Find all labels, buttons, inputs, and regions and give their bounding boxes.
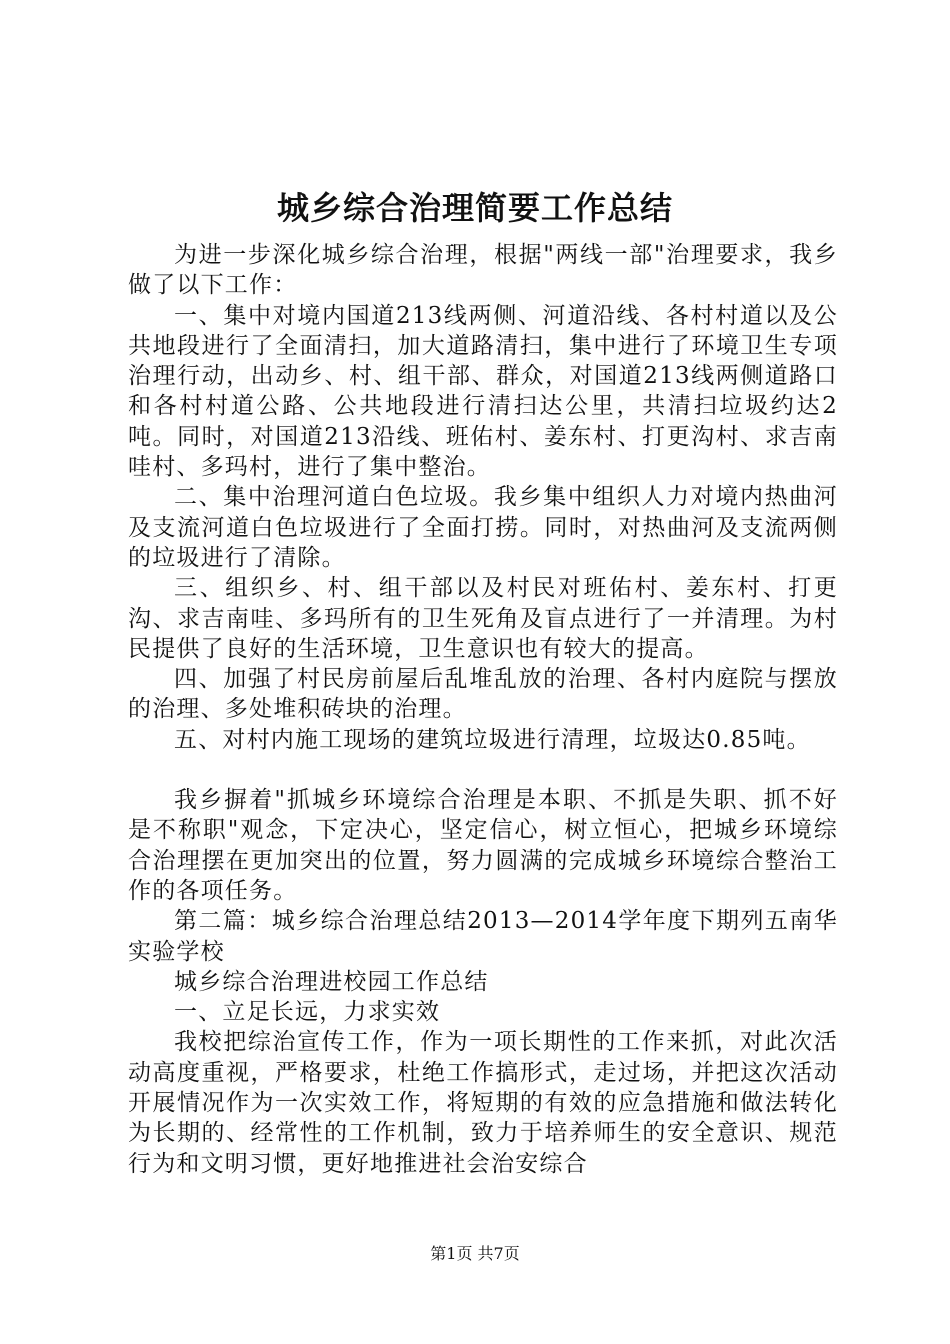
paragraph-item-1: 一、集中对境内国道213线两侧、河道沿线、各村村道以及公共地段进行了全面清扫，加大道路清扫，集中进行了环境卫生专项治理行动，出动乡、村、组干部、群众，对国道213线两侧道路口和各村村道公路、公共地段进行清扫达公里，共清扫垃圾约达2吨。同时，对国道213沿线、班佑村、姜东村、打更沟村、求吉南哇村、多玛村，进行了集中整治。 <box>128 302 838 481</box>
paragraph-item-3: 三、组织乡、村、组干部以及村民对班佑村、姜东村、打更沟、求吉南哇、多玛所有的卫生死角及盲点进行了一并清理。为村民提供了良好的生活环境，卫生意识也有较大的提高。 <box>128 575 838 662</box>
paragraph-section-body: 我校把综治宣传工作，作为一项长期性的工作来抓，对此次活动高度重视，严格要求，杜绝工作搞形式，走过场，并把这次活动开展情况作为一次实效工作，将短期的有效的应急措施和做法转化为长期的、经常性的工作机制，致力于培养师生的安全意识、规范行为和文明习惯，更好地推进社会治安综合 <box>128 1029 838 1177</box>
paragraph-section-heading: 一、立足长远，力求实效 <box>174 999 441 1026</box>
document-title: 城乡综合治理简要工作总结 <box>276 189 673 227</box>
paragraph-conclusion: 我乡摒着"抓城乡环境综合治理是本职、不抓是失职、抓不好是不称职"观念，下定决心，坚定信心，树立恒心，把城乡环境综合治理摆在更加突出的位置，努力圆满的完成城乡环境综合整治工作的各项任务。 <box>128 787 838 904</box>
paragraph-second-article-title: 城乡综合治理进校园工作总结 <box>174 968 489 995</box>
paragraph-intro: 为进一步深化城乡综合治理，根据"两线一部"治理要求，我乡做了以下工作： <box>128 242 838 299</box>
paragraph-item-5: 五、对村内施工现场的建筑垃圾进行清理，垃圾达0.85吨。 <box>174 726 811 753</box>
paragraph-item-4: 四、加强了村民房前屋后乱堆乱放的治理、各村内庭院与摆放的治理、多处堆积砖块的治理。 <box>128 666 838 723</box>
paragraph-item-2: 二、集中治理河道白色垃圾。我乡集中组织人力对境内热曲河及支流河道白色垃圾进行了全面打捞。同时，对热曲河及支流两侧的垃圾进行了清除。 <box>128 484 838 571</box>
paragraph-spacer <box>128 755 838 785</box>
paragraph-second-article-heading: 第二篇：城乡综合治理总结2013—2014学年度下期列五南华实验学校 <box>128 908 838 965</box>
document-body <box>128 240 838 1179</box>
page-footer: 第1页 共7页 <box>430 1244 520 1263</box>
